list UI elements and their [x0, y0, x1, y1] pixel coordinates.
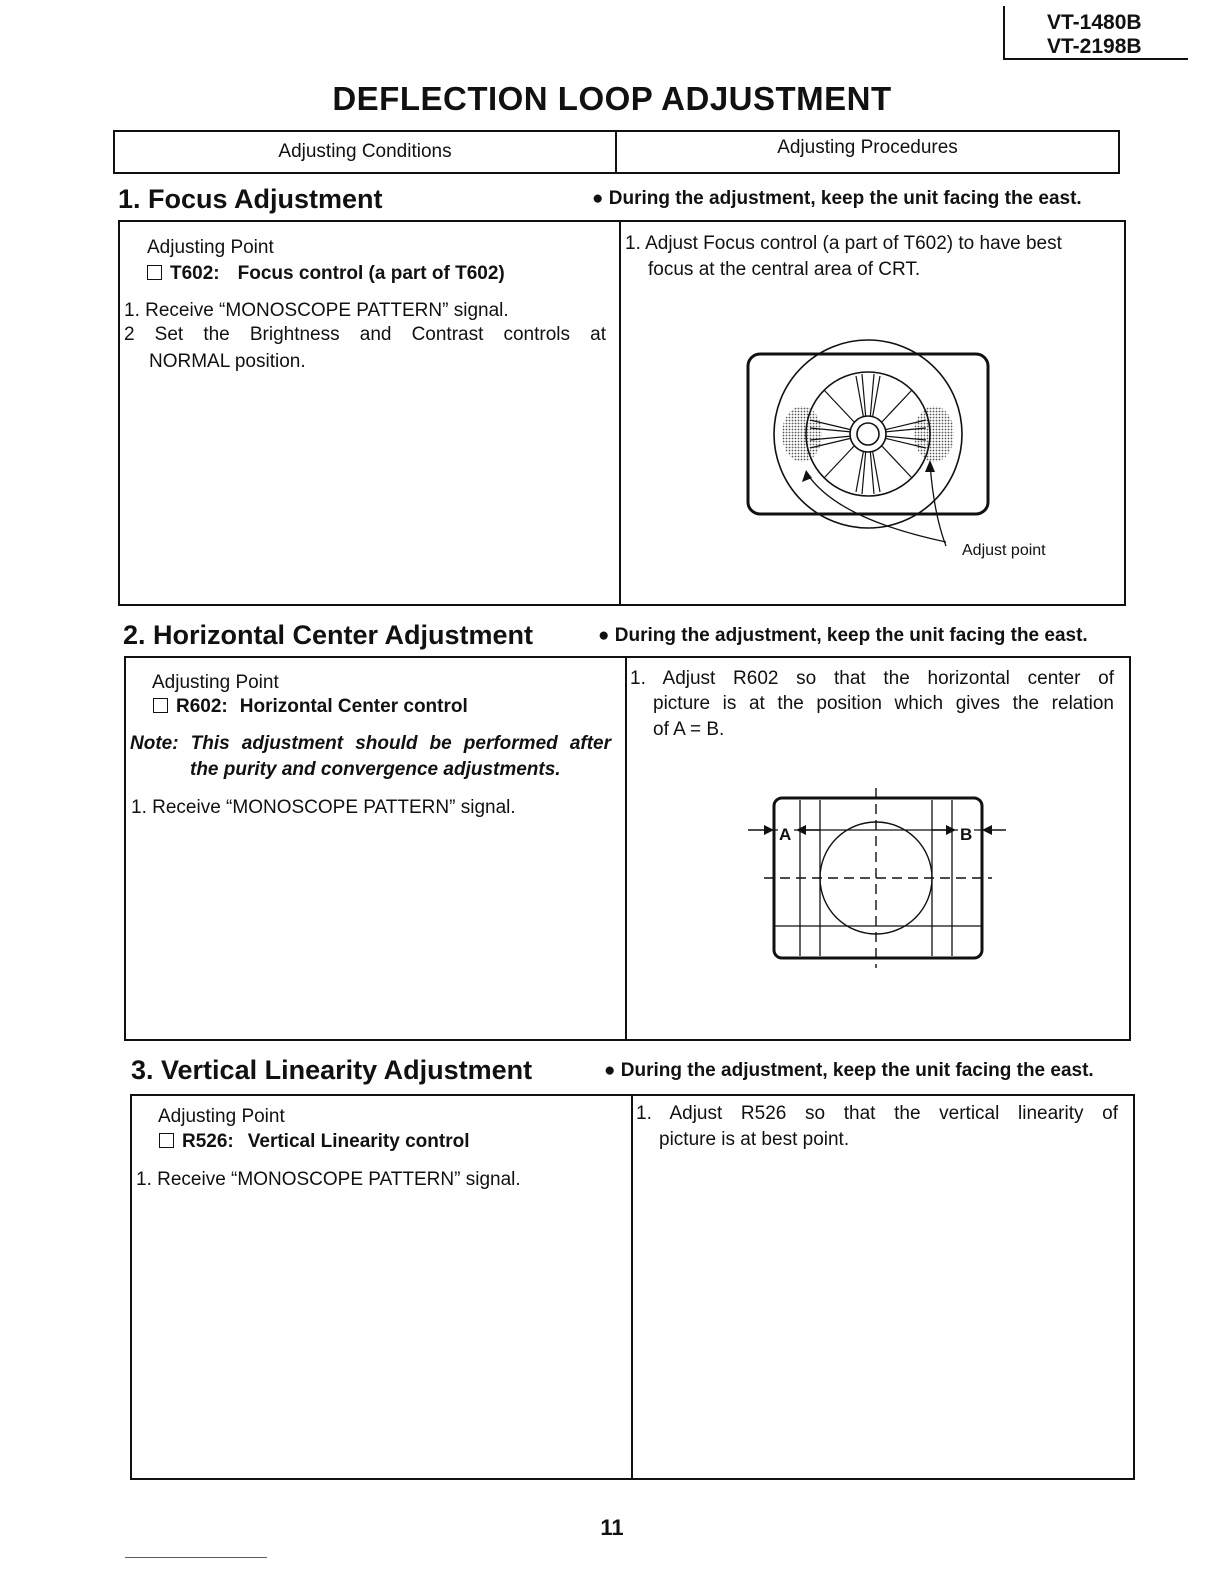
adjust-point-label: Adjust point: [962, 542, 1046, 559]
page-title: DEFLECTION LOOP ADJUSTMENT: [332, 80, 892, 117]
section-3-procedure-1: 1. Adjust R526 so that the vertical linearity of: [636, 1103, 1118, 1124]
section-2-step-1: 1. Receive “MONOSCOPE PATTERN” signal.: [131, 797, 516, 818]
section-1-procedure-1: 1. Adjust Focus control (a part of T602) to have best: [625, 233, 1062, 254]
section-1-divider: [619, 222, 621, 604]
section-3-point-code: R526:: [182, 1131, 234, 1152]
column-header-conditions: Adjusting Conditions: [278, 141, 452, 162]
section-2-note: ● During the adjustment, keep the unit facing the east.: [598, 625, 1088, 646]
section-2-point-code: R602:: [176, 696, 228, 717]
section-3-note: ● During the adjustment, keep the unit facing the east.: [604, 1060, 1094, 1081]
model-number-box: [1003, 6, 1188, 60]
section-3-procedure-2: picture is at best point.: [659, 1129, 850, 1150]
section-1-point-label: Adjusting Point: [147, 237, 274, 258]
section-1-procedure-2: focus at the central area of CRT.: [648, 259, 921, 280]
checkbox-icon: [147, 265, 162, 280]
column-header-procedures: Adjusting Procedures: [777, 137, 958, 158]
section-2-procedure-2: picture is at the position which gives the relation: [653, 693, 1114, 714]
section-2-procedure-3: of A = B.: [653, 719, 725, 740]
section-2-note-text-2: the purity and convergence adjustments.: [190, 759, 561, 780]
checkbox-icon: [159, 1133, 174, 1148]
section-3-point: [159, 1129, 470, 1155]
section-2-note-line-1: [130, 731, 611, 757]
section-2-title: 2. Horizontal Center Adjustment: [123, 620, 534, 650]
section-2-note-text-1: This adjustment should be performed after: [190, 733, 611, 754]
section-3-point-desc: Vertical Linearity control: [247, 1131, 470, 1152]
section-1-step-2: 2 Set the Brightness and Contrast controls at: [124, 324, 606, 345]
section-1-point-desc: Focus control (a part of T602): [237, 263, 505, 284]
section-1-step-2-cont: NORMAL position.: [149, 351, 306, 372]
section-1-point: [147, 261, 505, 287]
checkbox-icon: [153, 698, 168, 713]
section-2-note-label: Note:: [130, 733, 179, 754]
section-3-divider: [631, 1096, 633, 1478]
section-2-procedure-1: 1. Adjust R602 so that the horizontal center of: [630, 668, 1114, 689]
section-3-step-1: 1. Receive “MONOSCOPE PATTERN” signal.: [136, 1169, 521, 1190]
model-number-2: VT-2198B: [1047, 35, 1142, 58]
page-number: 11: [600, 1515, 624, 1540]
section-3-point-label: Adjusting Point: [158, 1106, 285, 1127]
footer-rule: [125, 1557, 267, 1558]
section-1-step-1: 1. Receive “MONOSCOPE PATTERN” signal.: [124, 300, 509, 321]
section-2-point-desc: Horizontal Center control: [239, 696, 468, 717]
section-1-title: 1. Focus Adjustment: [118, 184, 383, 214]
column-header-row: [113, 130, 1120, 174]
section-1-note: ● During the adjustment, keep the unit facing the east.: [592, 188, 1082, 209]
section-1-point-code: T602:: [170, 263, 220, 284]
section-3-title: 3. Vertical Linearity Adjustment: [131, 1055, 533, 1085]
section-2-point: [153, 694, 468, 720]
section-2-divider: [625, 658, 627, 1039]
figure-label-a: A: [779, 825, 792, 844]
horizontal-center-figure: [740, 786, 1020, 976]
model-number-1: VT-1480B: [1047, 11, 1142, 34]
focus-pattern-figure: [740, 350, 1060, 570]
section-2-point-label: Adjusting Point: [152, 672, 279, 693]
figure-label-b: B: [960, 825, 973, 844]
